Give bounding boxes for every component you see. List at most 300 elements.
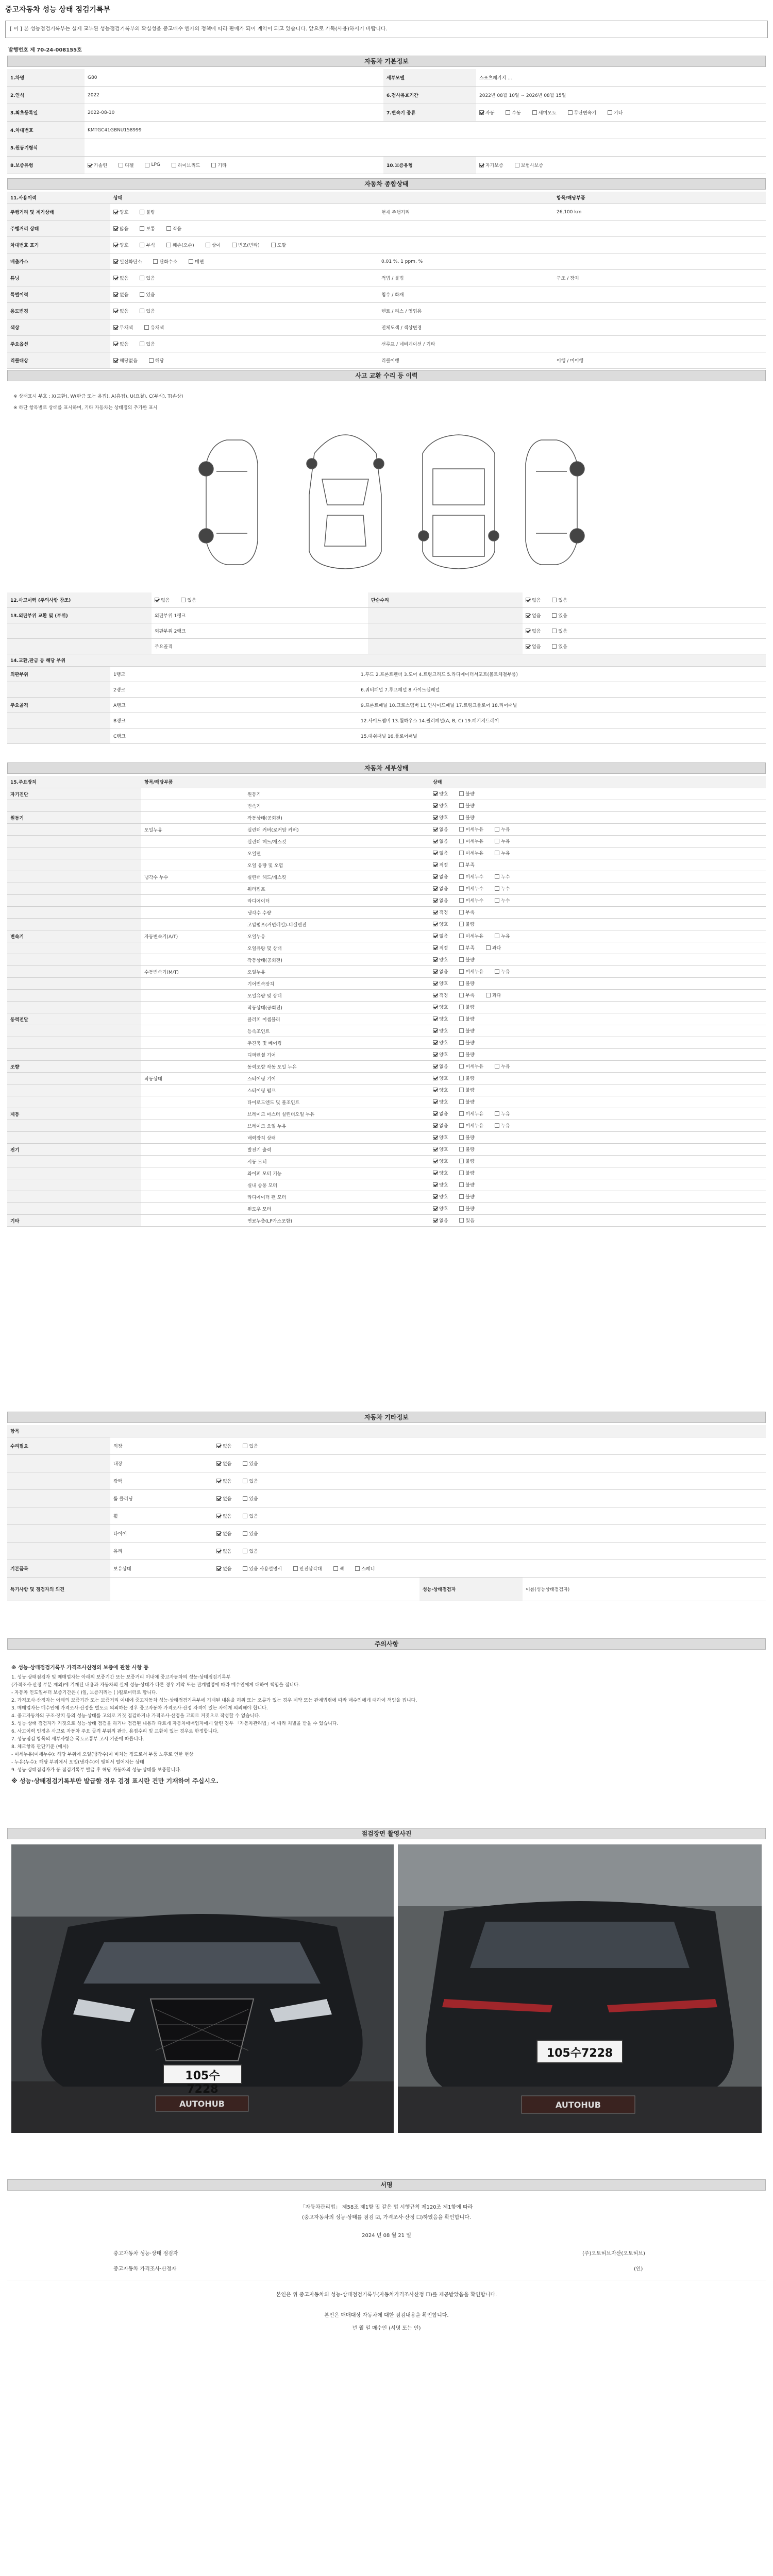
checkbox[interactable]: [433, 827, 438, 832]
detail-group: [7, 895, 141, 906]
other-item: 광택: [113, 1479, 123, 1484]
detail-sub: [141, 1084, 244, 1096]
checkbox[interactable]: [433, 969, 438, 974]
checkbox[interactable]: [333, 1566, 338, 1571]
checkbox[interactable]: [155, 598, 159, 602]
checkbox-label: 불량: [465, 1029, 475, 1034]
other-state: [213, 1560, 766, 1577]
checkbox[interactable]: [140, 292, 144, 297]
checkbox[interactable]: [216, 1444, 221, 1448]
checkbox[interactable]: [433, 1040, 438, 1045]
detail-sub: [141, 836, 244, 847]
detail-options: [433, 1122, 522, 1129]
parts-rank: 2랭크: [113, 688, 126, 693]
checkbox[interactable]: [216, 1514, 221, 1518]
checkbox[interactable]: [216, 1479, 221, 1483]
checkbox[interactable]: [495, 1064, 499, 1069]
checkbox[interactable]: [495, 874, 499, 879]
checkbox[interactable]: [495, 969, 499, 974]
checkbox[interactable]: [506, 110, 510, 115]
status-value: [110, 237, 378, 253]
detail-sub: [141, 788, 244, 800]
checkbox[interactable]: [433, 981, 438, 986]
checkbox-option: [479, 109, 494, 116]
checkbox[interactable]: [140, 276, 144, 280]
checkbox[interactable]: [433, 910, 438, 914]
checkbox[interactable]: [459, 862, 464, 867]
checkbox[interactable]: [189, 259, 193, 264]
checkbox[interactable]: [433, 1159, 438, 1163]
status-col-header: 11.사용이력: [7, 192, 110, 204]
detail-state: [430, 883, 766, 894]
checkbox-label: 없음: [532, 613, 541, 619]
checkbox-label: 있음: [249, 1444, 258, 1449]
checkbox[interactable]: [113, 342, 118, 346]
checkbox-option: [433, 1075, 448, 1081]
checkbox[interactable]: [144, 325, 149, 330]
status-col-header: 항목/해당부품: [553, 192, 766, 204]
checkbox-option: [526, 597, 541, 603]
detail-options: [433, 897, 522, 904]
basic-extra-label: 세부모델: [383, 69, 476, 86]
checkbox[interactable]: [433, 886, 438, 891]
detail-state: [430, 966, 766, 977]
checkbox[interactable]: [433, 1064, 438, 1069]
checkbox-label: 불량: [465, 1207, 475, 1212]
checkbox[interactable]: [459, 1076, 464, 1080]
checkbox-label: 없음: [439, 970, 448, 975]
checkbox[interactable]: [459, 1099, 464, 1104]
notes-line: 6. 사고이력 인정은 사고로 자동차 주요 골격 부위의 판금, 용접수리 및 교환이 있는 경우로 한정합니다.: [11, 1729, 219, 1734]
inspector-company: (주)오토허브자산(오토허브): [582, 2251, 645, 2257]
checkbox[interactable]: [433, 815, 438, 820]
checkbox[interactable]: [433, 1052, 438, 1057]
checkbox-label: 없음: [532, 629, 541, 634]
detail-row: [7, 788, 766, 800]
checkbox[interactable]: [433, 803, 438, 808]
checkbox-label: 적음: [172, 226, 182, 232]
detail-group: [7, 883, 141, 894]
checkbox-label: 없음: [439, 1112, 448, 1117]
checkbox[interactable]: [459, 981, 464, 986]
checkbox[interactable]: [113, 309, 118, 313]
checkbox-label: 무단변속기: [574, 110, 597, 116]
detail-sub: [141, 812, 244, 823]
checkbox[interactable]: [459, 1028, 464, 1033]
notes-line: 7. 성능점검 항목의 세부사항은 국토교통부 고시 기준에 따릅니다.: [11, 1737, 144, 1742]
status-row: [7, 204, 766, 221]
checkbox-option: [140, 275, 155, 281]
checkbox[interactable]: [459, 886, 464, 891]
checkbox[interactable]: [459, 969, 464, 974]
checkbox-option: [433, 1122, 448, 1129]
checkbox[interactable]: [459, 1005, 464, 1009]
detail-options: [433, 1146, 486, 1153]
other-group: [7, 1543, 110, 1560]
checkbox-option: [495, 850, 510, 856]
basic-label: 4.차대번호: [7, 122, 85, 139]
detail-item: 오일팬: [247, 851, 261, 857]
rear-photo: [398, 1844, 762, 2133]
checkbox[interactable]: [495, 934, 499, 938]
checkbox-label: 양호: [439, 816, 448, 821]
checkbox-label: 미세누유: [465, 970, 484, 975]
checkbox-label: 미세누유: [465, 827, 484, 833]
checkbox[interactable]: [216, 1566, 221, 1571]
status-label: 리콜대상: [7, 352, 110, 368]
checkbox-option: [526, 612, 541, 619]
checkbox-label: 상이: [211, 243, 221, 248]
checkbox[interactable]: [433, 1016, 438, 1021]
status-value: [110, 303, 378, 319]
checkbox[interactable]: [243, 1461, 247, 1466]
checkbox[interactable]: [459, 1182, 464, 1187]
checkbox[interactable]: [243, 1566, 247, 1571]
checkbox[interactable]: [433, 791, 438, 796]
checkbox-label: 양호: [439, 1147, 448, 1153]
detail-group: [7, 1073, 141, 1084]
checkbox-option: [355, 1565, 375, 1572]
checkbox[interactable]: [459, 1218, 464, 1223]
checkbox[interactable]: [206, 243, 210, 247]
detail-item: 오일누유: [247, 970, 265, 975]
checkbox[interactable]: [433, 1005, 438, 1009]
checkbox[interactable]: [433, 1076, 438, 1080]
checkbox[interactable]: [243, 1531, 247, 1536]
checkbox[interactable]: [216, 1531, 221, 1536]
checkbox-label: 양호: [120, 210, 129, 215]
checkbox[interactable]: [459, 791, 464, 796]
detail-item: 실린더 헤드/개스킷: [247, 875, 287, 880]
notes-title: ※ 성능·상태점검기록부 가격조사산정의 보증에 관한 사항 등: [11, 1665, 149, 1671]
checkbox[interactable]: [486, 945, 491, 950]
accident-right-options: [526, 597, 579, 604]
checkbox[interactable]: [355, 1566, 360, 1571]
checkbox[interactable]: [459, 874, 464, 879]
checkbox[interactable]: [243, 1514, 247, 1518]
checkbox[interactable]: [459, 1088, 464, 1092]
status-row: [7, 303, 766, 319]
detail-state: [430, 1049, 766, 1060]
detail-options: [433, 1205, 486, 1212]
checkbox[interactable]: [515, 163, 519, 167]
checkbox-label: 양호: [439, 792, 448, 797]
checkbox[interactable]: [140, 342, 144, 346]
checkbox[interactable]: [140, 210, 144, 214]
parts-group: [7, 682, 110, 697]
checkbox[interactable]: [459, 803, 464, 808]
checkbox[interactable]: [568, 110, 573, 115]
checkbox[interactable]: [526, 644, 530, 649]
other-options: [216, 1565, 386, 1572]
checkbox[interactable]: [433, 1182, 438, 1187]
parts-sub-header-text: 14.교환,판금 등 해당 부위: [7, 654, 766, 666]
checkbox[interactable]: [140, 226, 144, 231]
checkbox[interactable]: [479, 163, 484, 167]
other-row: [7, 1472, 766, 1490]
accident-right-label: [368, 608, 523, 623]
detail-options: [433, 1158, 486, 1165]
detail-sub: [141, 1108, 244, 1120]
status-right: [378, 237, 553, 253]
status-value: [110, 221, 378, 236]
checkbox[interactable]: [495, 898, 499, 903]
inspector-label: 중고자동차 성능·상태 점검자: [113, 2251, 178, 2257]
checkbox[interactable]: [232, 243, 237, 247]
parts-items: 15.대쉬패널 16.플로어패널: [361, 734, 417, 739]
detail-sub: 수동변속기(M/T): [144, 970, 179, 975]
checkbox[interactable]: [552, 629, 557, 633]
status-row: [7, 237, 766, 253]
checkbox-option: [459, 885, 483, 892]
checkbox[interactable]: [495, 1111, 499, 1116]
checkbox[interactable]: [433, 1218, 438, 1223]
checkbox[interactable]: [149, 358, 154, 363]
basic-extra-value: [476, 157, 766, 174]
checkbox-label: 양호: [439, 1029, 448, 1034]
checkbox[interactable]: [526, 613, 530, 618]
checkbox[interactable]: [459, 839, 464, 843]
checkbox[interactable]: [459, 1159, 464, 1163]
basic-extra-label: 6.검사유효기간: [383, 87, 476, 104]
checkbox[interactable]: [433, 862, 438, 867]
checkbox-option: [144, 324, 164, 331]
checkbox[interactable]: [459, 1206, 464, 1211]
checkbox-label: 탄화수소: [159, 259, 178, 265]
checkbox[interactable]: [433, 922, 438, 926]
checkbox[interactable]: [113, 358, 118, 363]
checkbox-label: 불량: [465, 1100, 475, 1105]
detail-state: [430, 1084, 766, 1096]
checkbox[interactable]: [243, 1549, 247, 1553]
detail-state: [430, 978, 766, 989]
basic-label: 1.차명: [7, 69, 85, 86]
checkbox-label: 누유: [501, 827, 510, 833]
detail-sub: [141, 1013, 244, 1025]
notes-line: 1. 성능·상태점검자 및 매매업자는 아래의 보증기간 또는 보증거리 이내에 중고자동차의 성능·상태점검기록부: [11, 1675, 231, 1680]
checkbox[interactable]: [495, 827, 499, 832]
checkbox-option: [243, 1565, 282, 1572]
checkbox-option: [459, 814, 474, 821]
detail-sub: [141, 800, 244, 811]
detail-group: [7, 848, 141, 859]
accident-right-value: [523, 623, 766, 638]
checkbox[interactable]: [486, 993, 491, 997]
accident-right-label: [368, 639, 523, 654]
accident-row: [7, 608, 766, 623]
checkbox-option: [459, 850, 483, 856]
detail-group: [7, 954, 141, 965]
parts-group: [7, 728, 110, 743]
checkbox[interactable]: [113, 276, 118, 280]
checkbox[interactable]: [459, 945, 464, 950]
checkbox[interactable]: [459, 993, 464, 997]
checkbox[interactable]: [216, 1496, 221, 1501]
checkbox[interactable]: [433, 851, 438, 855]
other-row: [7, 1490, 766, 1507]
checkbox[interactable]: [119, 163, 123, 167]
checkbox[interactable]: [459, 851, 464, 855]
checkbox-label: 있음: [249, 1496, 258, 1502]
checkbox[interactable]: [495, 886, 499, 891]
checkbox[interactable]: [140, 309, 144, 313]
checkbox-label: 부식: [146, 243, 155, 248]
checkbox[interactable]: [459, 934, 464, 938]
checkbox-label: 없음: [223, 1514, 232, 1519]
checkbox[interactable]: [459, 1064, 464, 1069]
detail-group: [7, 824, 141, 835]
checkbox-label: 불량: [465, 1088, 475, 1093]
checkbox[interactable]: [433, 1088, 438, 1092]
accident-options: [155, 597, 208, 604]
checkbox[interactable]: [113, 226, 118, 231]
checkbox[interactable]: [459, 922, 464, 926]
checkbox[interactable]: [140, 243, 144, 247]
checkbox[interactable]: [459, 1123, 464, 1128]
status-label: 차대번호 표기: [7, 237, 110, 253]
checkbox[interactable]: [113, 243, 118, 247]
checkbox[interactable]: [459, 898, 464, 903]
detail-group: 원동기: [7, 812, 141, 823]
checkbox-label: 없음: [532, 644, 541, 650]
notes-line: - 미세누유(미세누수): 해당 부위에 오일(냉각수)이 비치는 정도로서 부품 노후로 인한 현상: [11, 1752, 194, 1757]
checkbox-option: [293, 1565, 322, 1572]
checkbox[interactable]: [459, 1016, 464, 1021]
checkbox[interactable]: [495, 839, 499, 843]
checkbox[interactable]: [113, 210, 118, 214]
checkbox[interactable]: [433, 1123, 438, 1128]
detail-row: [7, 907, 766, 919]
notes-line: 5. 성능·상태 점검자가 거짓으로 성능·상태 점검을 하거나 점검된 내용과 다르게 자동차매매업자에게 알린 경우 「자동차관리법」에 따라 처벌을 받을 수 있습니다.: [11, 1721, 339, 1726]
checkbox[interactable]: [552, 598, 557, 602]
detail-options: [433, 1217, 486, 1224]
checkbox[interactable]: [552, 613, 557, 618]
checkbox[interactable]: [479, 110, 484, 115]
checkbox[interactable]: [113, 325, 118, 330]
checkbox[interactable]: [172, 163, 176, 167]
checkbox-option: [459, 1158, 474, 1164]
checkbox-option: [459, 1087, 474, 1093]
checkbox-label: 없음: [439, 851, 448, 856]
detail-state: [430, 1132, 766, 1143]
detail-row: [7, 1025, 766, 1037]
section-signature: 서명: [7, 2179, 766, 2191]
checkbox[interactable]: [433, 1135, 438, 1140]
checkbox[interactable]: [433, 1171, 438, 1175]
checkbox[interactable]: [433, 839, 438, 843]
checkbox[interactable]: [526, 629, 530, 633]
detail-sub: [141, 990, 244, 1001]
checkbox-label: 부족: [465, 946, 475, 951]
checkbox[interactable]: [145, 163, 149, 167]
detail-options: [433, 1039, 486, 1046]
notice-box: [5, 21, 768, 38]
checkbox[interactable]: [459, 815, 464, 820]
checkbox[interactable]: [433, 1028, 438, 1033]
checkbox[interactable]: [433, 934, 438, 938]
checkbox[interactable]: [495, 1123, 499, 1128]
checkbox[interactable]: [243, 1444, 247, 1448]
checkbox[interactable]: [293, 1566, 298, 1571]
status-right: 리콜이행: [381, 359, 399, 364]
checkbox[interactable]: [433, 1194, 438, 1199]
checkbox[interactable]: [433, 1206, 438, 1211]
checkbox[interactable]: [433, 957, 438, 962]
checkbox-option: [495, 873, 510, 880]
checkbox[interactable]: [113, 259, 118, 264]
checkbox[interactable]: [216, 1461, 221, 1466]
checkbox[interactable]: [153, 259, 158, 264]
detail-group: [7, 800, 141, 811]
checkbox-label: 미세누유: [465, 1064, 484, 1070]
checkbox[interactable]: [459, 827, 464, 832]
checkbox[interactable]: [211, 163, 216, 167]
checkbox[interactable]: [433, 1099, 438, 1104]
checkbox[interactable]: [88, 163, 92, 167]
checkbox-label: 있음: [249, 1461, 258, 1467]
checkbox-label: 없음: [120, 292, 129, 298]
checkbox[interactable]: [216, 1549, 221, 1553]
checkbox-label: 과다: [492, 946, 501, 951]
checkbox[interactable]: [459, 1135, 464, 1140]
checkbox[interactable]: [495, 851, 499, 855]
detail-item: 스티어링 기어: [247, 1076, 276, 1082]
detail-row: [7, 895, 766, 907]
checkbox[interactable]: [459, 1111, 464, 1116]
detail-sub: [141, 978, 244, 989]
checkbox[interactable]: [526, 598, 530, 602]
checkbox[interactable]: [181, 598, 186, 602]
checkbox[interactable]: [433, 874, 438, 879]
checkbox[interactable]: [433, 1111, 438, 1116]
other-item: 내장: [113, 1462, 123, 1467]
checkbox[interactable]: [166, 226, 171, 231]
checkbox[interactable]: [166, 243, 171, 247]
checkbox-option: [113, 275, 128, 281]
checkbox[interactable]: [459, 1040, 464, 1045]
checkbox[interactable]: [459, 910, 464, 914]
checkbox-label: 자가보증: [485, 163, 503, 168]
checkbox[interactable]: [433, 945, 438, 950]
checkbox[interactable]: [271, 243, 276, 247]
checkbox-label: 양호: [439, 1136, 448, 1141]
detail-options: [433, 1004, 486, 1011]
other-row: [7, 1525, 766, 1543]
checkbox[interactable]: [459, 1147, 464, 1151]
checkbox[interactable]: [459, 957, 464, 962]
checkbox-label: 불량: [465, 1159, 475, 1164]
basic-extra-value: [476, 104, 766, 121]
checkbox-option: [433, 992, 448, 998]
checkbox[interactable]: [243, 1496, 247, 1501]
checkbox[interactable]: [459, 1171, 464, 1175]
checkbox-label: 양호: [439, 1076, 448, 1081]
checkbox[interactable]: [433, 1147, 438, 1151]
checkbox[interactable]: [433, 993, 438, 997]
checkbox[interactable]: [532, 110, 537, 115]
checkbox[interactable]: [243, 1479, 247, 1483]
checkbox[interactable]: [608, 110, 612, 115]
checkbox-option: [433, 1004, 448, 1010]
checkbox[interactable]: [552, 644, 557, 649]
checkbox[interactable]: [459, 1194, 464, 1199]
detail-header-row: [7, 776, 766, 788]
checkbox[interactable]: [113, 292, 118, 297]
checkbox-label: 적정: [439, 946, 448, 951]
checkbox[interactable]: [459, 1052, 464, 1057]
checkbox-label: 있음: [558, 644, 567, 650]
checkbox[interactable]: [433, 898, 438, 903]
